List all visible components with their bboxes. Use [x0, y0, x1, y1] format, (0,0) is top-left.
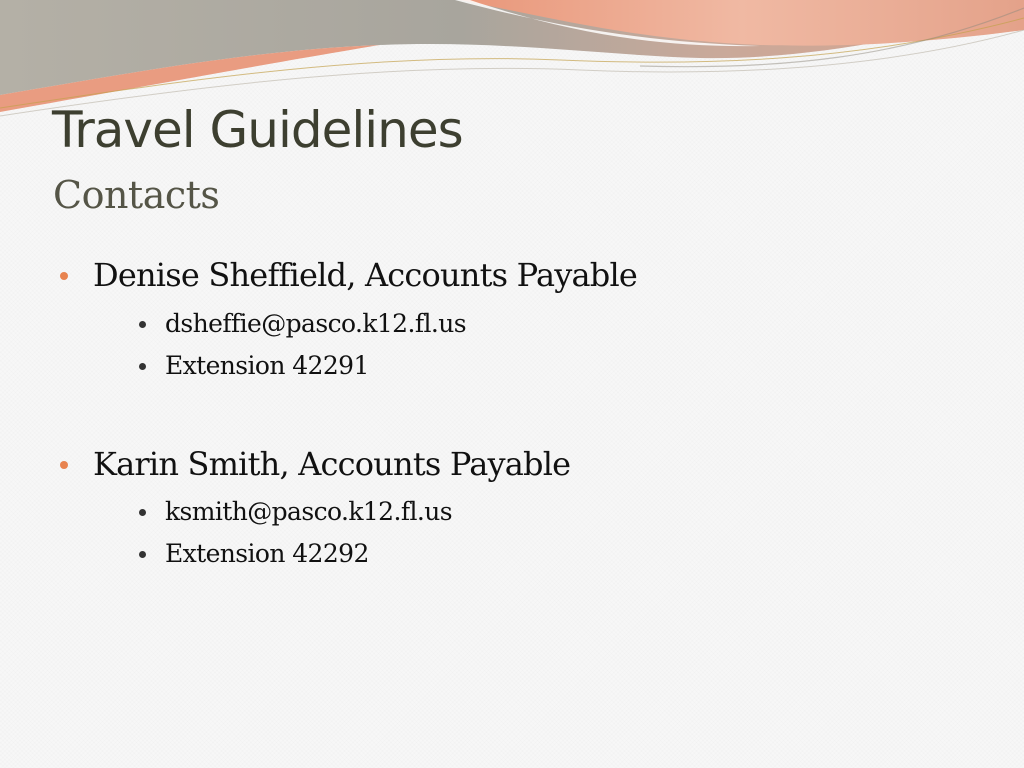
contact-email: dsheffie@pasco.k12.fl.us [165, 309, 466, 338]
bullet-dot-icon [139, 551, 146, 558]
bullet-dot-icon [60, 461, 68, 469]
bullet-dot-icon [60, 272, 68, 280]
contact-name: Karin Smith, Accounts Payable [93, 445, 571, 483]
contact-email: ksmith@pasco.k12.fl.us [165, 497, 452, 526]
contact-extension: Extension 42292 [165, 539, 369, 568]
bullet-dot-icon [139, 321, 146, 328]
bullet-dot-icon [139, 509, 146, 516]
slide-subtitle: Contacts [53, 173, 220, 217]
bullet-dot-icon [139, 363, 146, 370]
slide-title: Travel Guidelines [52, 101, 463, 159]
contact-extension: Extension 42291 [165, 351, 369, 380]
contact-name: Denise Sheffield, Accounts Payable [93, 256, 638, 294]
